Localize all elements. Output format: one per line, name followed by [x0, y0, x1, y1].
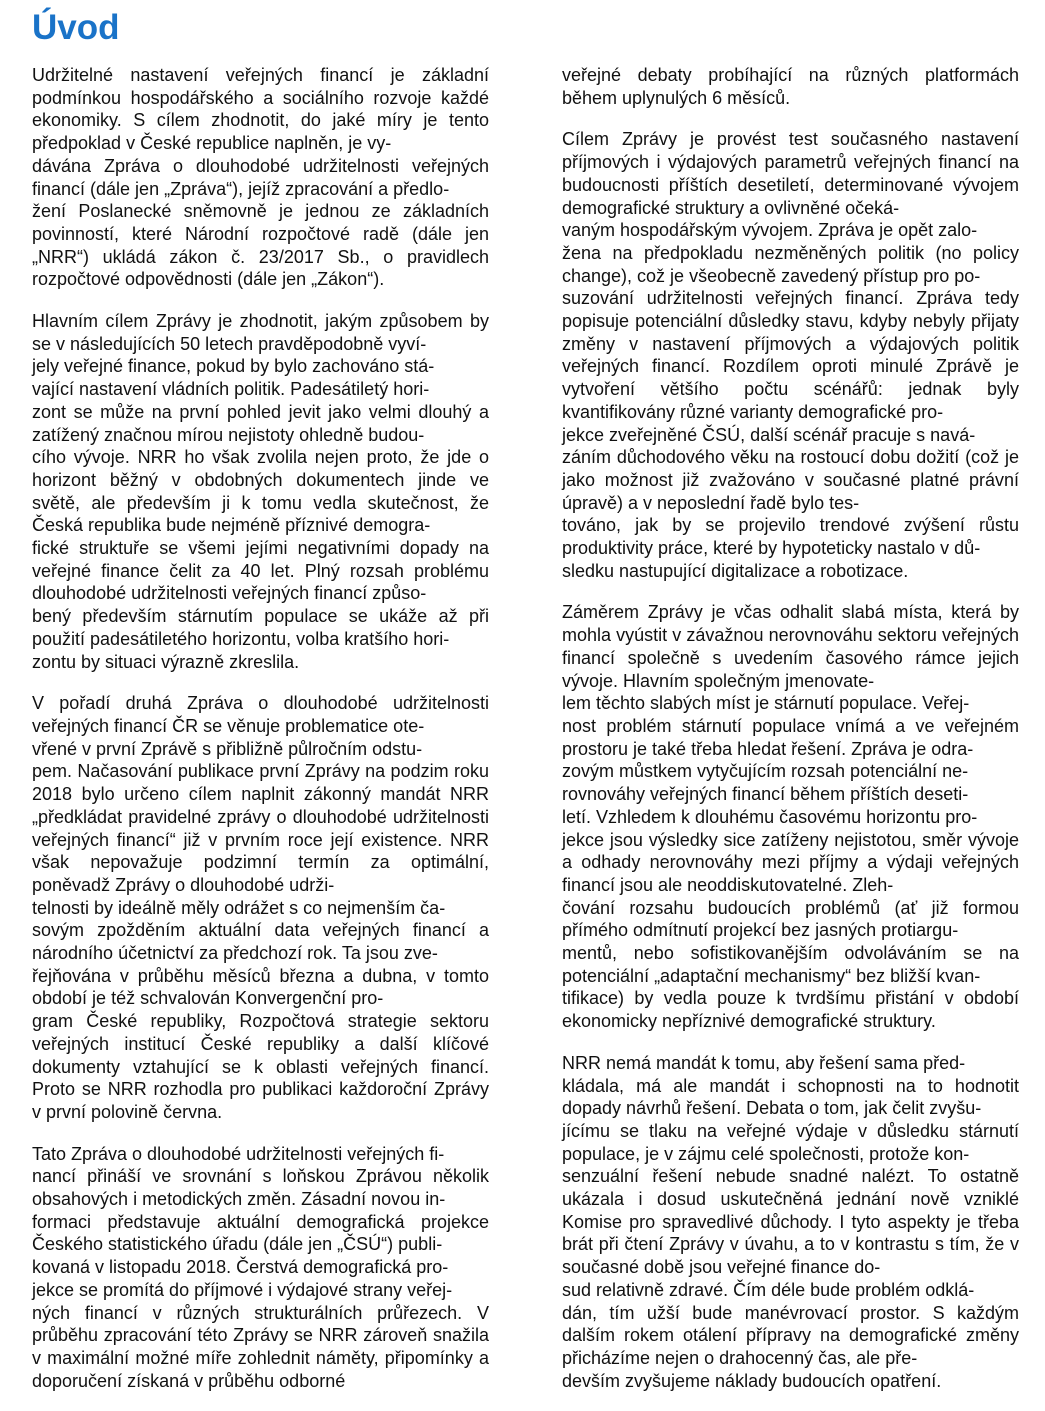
paragraph: V pořadí druhá Zpráva o dlouhodobé udržitelnosti veřejných financí ČR se věnuje problematice ote- vřené v první Zprávě s přibližně půlročním odstu- pem. Načasování publikace první Zprávy na podzim roku 2018 bylo určeno cílem naplnit zákonný mandát NRR „předkládat pravidelné zprávy o dlouhodobé udržitelnosti veřejných financí“ již v prvním roce její existence. NRR však nepovažuje podzimní termín za optimální, poněvadž Zprávy o dlouhodobé udrži- telnosti by ideálně měly odrážet s co nejmenším ča- sovým zpožděním aktuální data veřejných financí a národního účetnictví za předchozí rok. Ta jsou zve- řejňována v průběhu měsíců března a dubna, v tomto období je též schvalován Konvergenční pro- gram České republiky, Rozpočtová strategie sektoru veřejných institucí České republiky a další klíčové dokumenty vztahující se k oblasti veřejných financí. Proto se NRR rozhodla pro publikaci každoroční Zprávy v první polovině června. [32, 693, 489, 1122]
paragraph: Záměrem Zprávy je včas odhalit slabá místa, která by mohla vyústit v závažnou nerovnováhu sektoru veřejných financí společně s uvedením časového rámce jejich vývoje. Hlavním společným jmenovate- lem těchto slabých míst je stárnutí populace. Veřej- nost problém stárnutí populace vnímá a ve veřejném prostoru je také třeba hledat řešení. Zpráva je odra- zovým můstkem vytyčujícím rozsah potenciální ne- rovnováhy veřejných financí během příštích deseti- letí. Vzhledem k dlouhému časovému horizontu pro- jekce jsou výsledky sice zatíženy nejistotou, směr vývoje a odhady nerovnováhy mezi příjmy a výdaji veřejných financí jsou ale neoddiskutovatelné. Zleh- čování rozsahu budoucích problémů (ať již formou přímého odmítnutí projekcí bez jasných protiargu- mentů, nebo sofistikovanějším odvoláváním se na potenciální „adaptační mechanismy“ bez bližší kvan- tifikace) by vedla pouze k tvrdšímu přistání v období ekonomicky nepříznivé demografické struktury. [562, 602, 1019, 1032]
page-title: Úvod [32, 8, 120, 47]
left-column [32, 64, 489, 1411]
paragraph: veřejné debaty probíhající na různých platformách během uplynulých 6 měsíců. [562, 65, 1019, 108]
paragraph: Cílem Zprávy je provést test současného nastavení příjmových i výdajových parametrů veřejných financí na budoucnosti příštích desetiletí, determinované vývojem demografické struktury a ovlivněné očeká- vaným hospodářským vývojem. Zpráva je opět zalo- žena na předpokladu nezměněných politik (no policy change), což je všeobecně zavedený přístup pro po- suzování udržitelnosti veřejných financí. Zpráva tedy popisuje potenciální důsledky stavu, kdyby nebyly přijaty změny v nastavení příjmových a výdajových politik veřejných financí. Rozdílem oproti minulé Zprávě je vytvoření většího počtu scénářů: jednak byly kvantifikovány různé varianty demografické pro- jekce zveřejněné ČSÚ, další scénář pracuje s navá- záním důchodového věku na rostoucí dobu dožití (což je jako možnost již zvažováno v současné platné právní úpravě) a v neposlední řadě bylo tes- továno, jak by se projevilo trendové zvýšení růstu produktivity práce, které by hypoteticky nastalo v dů- sledku nastupující digitalizace a robotizace. [562, 129, 1019, 581]
paragraph: Udržitelné nastavení veřejných financí je základní podmínkou hospodářského a sociálního rozvoje každé ekonomiky. S cílem zhodnotit, do jaké míry je tento předpoklad v České republice naplněn, je vy- dávána Zpráva o dlouhodobé udržitelnosti veřejných financí (dále jen „Zpráva“), jejíž zpracování a předlo- žení Poslanecké sněmovně je jednou ze základních povinností, které Národní rozpočtové radě (dále jen „NRR“) ukládá zákon č. 23/2017 Sb., o pravidlech rozpočtové odpovědnosti (dále jen „Zákon“). [32, 65, 489, 290]
paragraph: Tato Zpráva o dlouhodobé udržitelnosti veřejných fi- nancí přináší ve srovnání s loňskou Zprávou několik obsahových i metodických změn. Zásadní novou in- formaci představuje aktuální demografická projekce Českého statistického úřadu (dále jen „ČSÚ“) publi- kovaná v listopadu 2018. Čerstvá demografická pro- jekce se promítá do příjmové i výdajové strany veřej- ných financí v různých strukturálních průřezech. V průběhu zpracování této Zprávy se NRR zároveň snažila v maximální možné míře zohlednit náměty, připomínky a doporučení získaná v průběhu odborné [32, 1143, 489, 1391]
paragraph: NRR nemá mandát k tomu, aby řešení sama před- kládala, má ale mandát i schopnosti na to hodnotit dopady návrhů řešení. Debata o tom, jak čelit zvyšu- jícímu se tlaku na veřejné výdaje v důsledku stárnutí populace, je v zájmu celé společnosti, protože kon- senzuální řešení nebude snadné nalézt. To ostatně ukázala i dosud uskutečněná jednání nově vzniklé Komise pro spravedlivé důchody. I tyto aspekty je třeba brát při čtení Zprávy v úvahu, a to v kontrastu s tím, že v současné době jsou veřejné finance do- sud relativně zdravé. Čím déle bude problém odklá- dán, tím užší bude manévrovací prostor. S každým dalším rokem otálení přípravy na demografické změny přicházíme nejen o drahocenný čas, ale pře- devším zvyšujeme náklady budoucích opatření. [562, 1052, 1019, 1391]
right-column [562, 64, 1019, 1411]
paragraph: Hlavním cílem Zprávy je zhodnotit, jakým způsobem by se v následujících 50 letech pravděpodobně vyví- jely veřejné finance, pokud by bylo zachováno stá- vající nastavení vládních politik. Padesátiletý hori- zont se může na první pohled jevit jako velmi dlouhý a zatížený značnou mírou nejistoty ohledně budou- cího vývoje. NRR ho však zvolila nejen proto, že jde o horizont běžný v obdobných dokumentech jinde ve světě, ale především ji k tomu vedla skutečnost, že Česká republika bude nejméně příznivé demogra- fické struktuře se všemi jejími negativními dopady na veřejné finance čelit za 40 let. Plný rozsah problému dlouhodobé udržitelnosti veřejných financí způso- bený především stárnutím populace se ukáže až při použití padesátiletého horizontu, volba kratšího hori- zontu by situaci výrazně zkreslila. [32, 311, 489, 672]
